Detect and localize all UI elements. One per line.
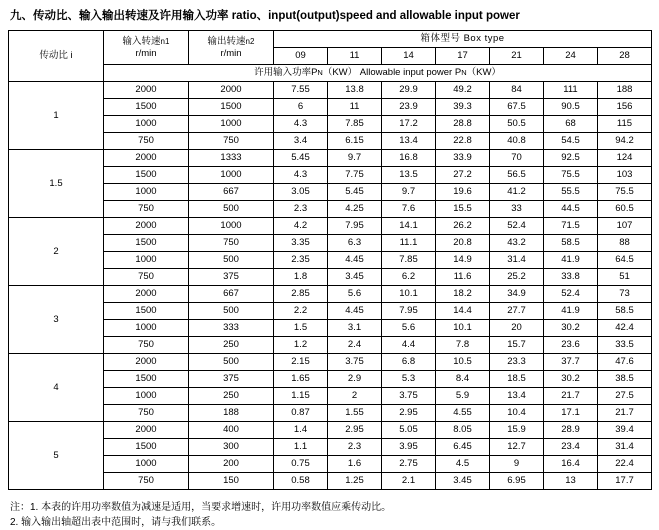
power-cell-11: 2.4 <box>328 337 382 354</box>
power-cell-24: 41.9 <box>544 252 598 269</box>
power-cell-09: 6 <box>274 99 328 116</box>
header-output-speed <box>189 31 274 65</box>
power-cell-24: 23.4 <box>544 439 598 456</box>
power-cell-28: 47.6 <box>598 354 652 371</box>
power-cell-17: 27.2 <box>436 167 490 184</box>
power-cell-24: 111 <box>544 82 598 99</box>
power-cell-24: 37.7 <box>544 354 598 371</box>
power-cell-17: 18.2 <box>436 286 490 303</box>
input-speed-cell: 750 <box>104 133 189 150</box>
power-cell-28: 51 <box>598 269 652 286</box>
power-cell-09: 5.45 <box>274 150 328 167</box>
table-row <box>9 473 652 490</box>
input-speed-cell: 1500 <box>104 167 189 184</box>
ratio-cell: 5 <box>9 422 104 490</box>
power-cell-11: 7.95 <box>328 218 382 235</box>
power-cell-21: 56.5 <box>490 167 544 184</box>
header-input-speed-unit: r/min <box>135 47 157 59</box>
power-cell-09: 1.1 <box>274 439 328 456</box>
table-row <box>9 303 652 320</box>
output-speed-cell: 250 <box>189 337 274 354</box>
header-power-en-sub: N <box>461 68 467 77</box>
power-cell-11: 7.85 <box>328 116 382 133</box>
table-row <box>9 218 652 235</box>
header-power-en-unit: （KW） <box>466 67 501 78</box>
table-row <box>9 116 652 133</box>
power-cell-09: 2.85 <box>274 286 328 303</box>
table-row <box>9 320 652 337</box>
header-box-type: 箱体型号 Box type <box>274 31 652 48</box>
table-row <box>9 337 652 354</box>
table-row <box>9 354 652 371</box>
output-speed-cell: 200 <box>189 456 274 473</box>
power-cell-11: 2 <box>328 388 382 405</box>
header-input-speed-label: 输入转速 <box>122 35 161 47</box>
ratio-cell: 2 <box>9 218 104 286</box>
power-cell-28: 31.4 <box>598 439 652 456</box>
power-cell-11: 2.95 <box>328 422 382 439</box>
power-cell-09: 0.75 <box>274 456 328 473</box>
page-title: 九、传动比、输入输出转速及许用输入功率 ratio、input(output)speed and allowable input power <box>10 10 520 22</box>
header-box-size-17: 17 <box>436 48 490 65</box>
power-cell-21: 67.5 <box>490 99 544 116</box>
power-cell-21: 40.8 <box>490 133 544 150</box>
table-row <box>9 82 652 99</box>
output-speed-cell: 375 <box>189 371 274 388</box>
input-speed-cell: 750 <box>104 201 189 218</box>
power-cell-11: 6.15 <box>328 133 382 150</box>
power-cell-24: 13 <box>544 473 598 490</box>
power-cell-28: 64.5 <box>598 252 652 269</box>
input-speed-cell: 1000 <box>104 252 189 269</box>
power-cell-28: 38.5 <box>598 371 652 388</box>
input-speed-cell: 750 <box>104 269 189 286</box>
power-cell-17: 28.8 <box>436 116 490 133</box>
power-cell-17: 8.05 <box>436 422 490 439</box>
power-cell-24: 23.6 <box>544 337 598 354</box>
input-speed-cell: 1000 <box>104 116 189 133</box>
power-cell-11: 5.45 <box>328 184 382 201</box>
power-cell-09: 4.3 <box>274 116 328 133</box>
power-cell-17: 4.5 <box>436 456 490 473</box>
ratio-cell: 1.5 <box>9 150 104 218</box>
power-cell-09: 3.35 <box>274 235 328 252</box>
table-row <box>9 167 652 184</box>
power-cell-09: 2.15 <box>274 354 328 371</box>
power-cell-17: 33.9 <box>436 150 490 167</box>
power-cell-14: 14.1 <box>382 218 436 235</box>
power-cell-28: 188 <box>598 82 652 99</box>
input-speed-cell: 750 <box>104 405 189 422</box>
table-row <box>9 235 652 252</box>
power-cell-24: 17.1 <box>544 405 598 422</box>
power-cell-24: 30.2 <box>544 371 598 388</box>
power-cell-14: 2.95 <box>382 405 436 422</box>
power-cell-24: 55.5 <box>544 184 598 201</box>
power-cell-14: 7.85 <box>382 252 436 269</box>
power-cell-11: 5.6 <box>328 286 382 303</box>
power-cell-09: 1.5 <box>274 320 328 337</box>
output-speed-cell: 750 <box>189 235 274 252</box>
header-box-size-24: 24 <box>544 48 598 65</box>
power-cell-09: 2.3 <box>274 201 328 218</box>
power-cell-17: 14.4 <box>436 303 490 320</box>
power-cell-11: 9.7 <box>328 150 382 167</box>
power-cell-21: 34.9 <box>490 286 544 303</box>
power-cell-21: 15.9 <box>490 422 544 439</box>
power-cell-17: 4.55 <box>436 405 490 422</box>
power-cell-11: 6.3 <box>328 235 382 252</box>
header-power-cn-sub: N <box>317 68 323 77</box>
power-cell-11: 3.45 <box>328 269 382 286</box>
output-speed-cell: 500 <box>189 201 274 218</box>
table-row <box>9 150 652 167</box>
power-cell-14: 4.4 <box>382 337 436 354</box>
power-cell-21: 41.2 <box>490 184 544 201</box>
power-cell-24: 54.5 <box>544 133 598 150</box>
power-cell-17: 26.2 <box>436 218 490 235</box>
table-row <box>9 371 652 388</box>
input-speed-cell: 2000 <box>104 218 189 235</box>
power-cell-09: 2.35 <box>274 252 328 269</box>
power-cell-14: 2.75 <box>382 456 436 473</box>
header-allowable-power <box>104 65 652 82</box>
input-speed-cell: 2000 <box>104 354 189 371</box>
input-speed-cell: 1000 <box>104 184 189 201</box>
output-speed-cell: 500 <box>189 354 274 371</box>
power-cell-24: 41.9 <box>544 303 598 320</box>
power-cell-14: 3.95 <box>382 439 436 456</box>
notes <box>8 500 651 530</box>
power-cell-09: 1.65 <box>274 371 328 388</box>
output-speed-cell: 500 <box>189 252 274 269</box>
power-cell-28: 33.5 <box>598 337 652 354</box>
power-cell-21: 33 <box>490 201 544 218</box>
power-cell-17: 19.6 <box>436 184 490 201</box>
power-cell-21: 20 <box>490 320 544 337</box>
header-ratio: 传动比 i <box>9 31 104 82</box>
table-row <box>9 269 652 286</box>
table-row <box>9 201 652 218</box>
power-cell-21: 23.3 <box>490 354 544 371</box>
input-speed-cell: 1500 <box>104 99 189 116</box>
header-power-cn-unit: （KW） <box>322 67 358 78</box>
input-speed-cell: 2000 <box>104 422 189 439</box>
ratio-power-table <box>8 30 652 490</box>
power-cell-17: 7.8 <box>436 337 490 354</box>
power-cell-21: 52.4 <box>490 218 544 235</box>
table-row <box>9 388 652 405</box>
table-row <box>9 99 652 116</box>
power-cell-28: 107 <box>598 218 652 235</box>
header-box-size-09: 09 <box>274 48 328 65</box>
power-cell-09: 3.4 <box>274 133 328 150</box>
header-power-cn: 许用输入功率P <box>254 67 318 78</box>
output-speed-cell: 1000 <box>189 116 274 133</box>
input-speed-cell: 1500 <box>104 303 189 320</box>
power-cell-14: 23.9 <box>382 99 436 116</box>
power-cell-17: 10.1 <box>436 320 490 337</box>
header-box-size-28: 28 <box>598 48 652 65</box>
power-cell-09: 1.4 <box>274 422 328 439</box>
ratio-cell: 3 <box>9 286 104 354</box>
power-cell-14: 10.1 <box>382 286 436 303</box>
power-cell-21: 31.4 <box>490 252 544 269</box>
table-row <box>9 456 652 473</box>
power-cell-21: 9 <box>490 456 544 473</box>
power-cell-17: 20.8 <box>436 235 490 252</box>
power-cell-21: 18.5 <box>490 371 544 388</box>
power-cell-24: 92.5 <box>544 150 598 167</box>
header-row-3 <box>9 65 652 82</box>
power-cell-28: 58.5 <box>598 303 652 320</box>
power-cell-11: 11 <box>328 99 382 116</box>
power-cell-21: 50.5 <box>490 116 544 133</box>
power-cell-14: 17.2 <box>382 116 436 133</box>
power-cell-11: 7.75 <box>328 167 382 184</box>
header-box-size-21: 21 <box>490 48 544 65</box>
note-2: 2. 输入输出轴超出表中范围时，请与我们联系。 <box>10 517 222 528</box>
header-row-1 <box>9 31 652 48</box>
output-speed-cell: 2000 <box>189 82 274 99</box>
power-cell-24: 33.8 <box>544 269 598 286</box>
table-row <box>9 184 652 201</box>
power-cell-24: 71.5 <box>544 218 598 235</box>
power-cell-11: 4.45 <box>328 252 382 269</box>
ratio-cell: 4 <box>9 354 104 422</box>
output-speed-cell: 1500 <box>189 99 274 116</box>
header-power-en: Allowable input power P <box>359 67 462 78</box>
power-cell-09: 4.2 <box>274 218 328 235</box>
output-speed-cell: 300 <box>189 439 274 456</box>
output-speed-cell: 667 <box>189 184 274 201</box>
table-row <box>9 439 652 456</box>
power-cell-17: 6.45 <box>436 439 490 456</box>
power-cell-17: 15.5 <box>436 201 490 218</box>
power-cell-28: 27.5 <box>598 388 652 405</box>
power-cell-11: 2.3 <box>328 439 382 456</box>
power-cell-21: 43.2 <box>490 235 544 252</box>
power-cell-09: 1.8 <box>274 269 328 286</box>
input-speed-cell: 1500 <box>104 371 189 388</box>
power-cell-24: 68 <box>544 116 598 133</box>
power-cell-14: 13.4 <box>382 133 436 150</box>
power-cell-11: 1.55 <box>328 405 382 422</box>
power-cell-11: 4.45 <box>328 303 382 320</box>
output-speed-cell: 333 <box>189 320 274 337</box>
power-cell-14: 29.9 <box>382 82 436 99</box>
note-1: 注：1. 本表的许用功率数值为减速是适用，当要求增速时，许用功率数值应乘传动比。 <box>10 502 392 513</box>
output-speed-cell: 250 <box>189 388 274 405</box>
table-row <box>9 286 652 303</box>
input-speed-cell: 1500 <box>104 235 189 252</box>
input-speed-cell: 2000 <box>104 286 189 303</box>
power-cell-24: 21.7 <box>544 388 598 405</box>
power-cell-24: 52.4 <box>544 286 598 303</box>
power-cell-21: 27.7 <box>490 303 544 320</box>
power-cell-09: 2.2 <box>274 303 328 320</box>
power-cell-28: 21.7 <box>598 405 652 422</box>
power-cell-14: 3.75 <box>382 388 436 405</box>
power-cell-21: 12.7 <box>490 439 544 456</box>
power-cell-11: 2.9 <box>328 371 382 388</box>
power-cell-11: 4.25 <box>328 201 382 218</box>
power-cell-28: 88 <box>598 235 652 252</box>
power-cell-14: 7.95 <box>382 303 436 320</box>
ratio-cell: 1 <box>9 82 104 150</box>
power-cell-24: 16.4 <box>544 456 598 473</box>
output-speed-cell: 188 <box>189 405 274 422</box>
power-cell-28: 103 <box>598 167 652 184</box>
power-cell-28: 73 <box>598 286 652 303</box>
table-row <box>9 133 652 150</box>
power-cell-09: 7.55 <box>274 82 328 99</box>
power-cell-28: 60.5 <box>598 201 652 218</box>
power-cell-14: 7.6 <box>382 201 436 218</box>
power-cell-24: 90.5 <box>544 99 598 116</box>
header-output-speed-label: 输出转速 <box>207 35 246 47</box>
power-cell-21: 10.4 <box>490 405 544 422</box>
power-cell-21: 25.2 <box>490 269 544 286</box>
power-cell-28: 124 <box>598 150 652 167</box>
power-cell-14: 6.8 <box>382 354 436 371</box>
power-cell-14: 6.2 <box>382 269 436 286</box>
power-cell-21: 70 <box>490 150 544 167</box>
output-speed-cell: 500 <box>189 303 274 320</box>
power-cell-21: 13.4 <box>490 388 544 405</box>
table-row <box>9 252 652 269</box>
power-cell-17: 49.2 <box>436 82 490 99</box>
table-row <box>9 405 652 422</box>
power-cell-11: 3.1 <box>328 320 382 337</box>
input-speed-cell: 750 <box>104 473 189 490</box>
header-box-size-14: 14 <box>382 48 436 65</box>
input-speed-cell: 1000 <box>104 456 189 473</box>
power-cell-14: 11.1 <box>382 235 436 252</box>
power-cell-28: 94.2 <box>598 133 652 150</box>
power-cell-28: 39.4 <box>598 422 652 439</box>
input-speed-cell: 1500 <box>104 439 189 456</box>
header-box-size-11: 11 <box>328 48 382 65</box>
power-cell-11: 1.25 <box>328 473 382 490</box>
power-cell-09: 0.87 <box>274 405 328 422</box>
output-speed-cell: 150 <box>189 473 274 490</box>
power-cell-24: 30.2 <box>544 320 598 337</box>
power-cell-21: 15.7 <box>490 337 544 354</box>
power-cell-11: 13.8 <box>328 82 382 99</box>
input-speed-cell: 1000 <box>104 320 189 337</box>
power-cell-21: 84 <box>490 82 544 99</box>
power-cell-28: 115 <box>598 116 652 133</box>
header-output-speed-unit: r/min <box>220 47 242 59</box>
output-speed-cell: 400 <box>189 422 274 439</box>
power-cell-09: 0.58 <box>274 473 328 490</box>
power-cell-24: 44.5 <box>544 201 598 218</box>
power-cell-17: 3.45 <box>436 473 490 490</box>
header-output-speed-sub: n2 <box>245 36 255 46</box>
power-cell-14: 16.8 <box>382 150 436 167</box>
power-cell-11: 3.75 <box>328 354 382 371</box>
power-cell-17: 8.4 <box>436 371 490 388</box>
input-speed-cell: 2000 <box>104 82 189 99</box>
header-input-speed <box>104 31 189 65</box>
power-cell-14: 13.5 <box>382 167 436 184</box>
output-speed-cell: 1000 <box>189 218 274 235</box>
output-speed-cell: 667 <box>189 286 274 303</box>
output-speed-cell: 750 <box>189 133 274 150</box>
input-speed-cell: 750 <box>104 337 189 354</box>
power-cell-24: 75.5 <box>544 167 598 184</box>
header-input-speed-sub: n1 <box>160 36 170 46</box>
power-cell-17: 22.8 <box>436 133 490 150</box>
power-cell-28: 42.4 <box>598 320 652 337</box>
power-cell-09: 3.05 <box>274 184 328 201</box>
power-cell-09: 1.15 <box>274 388 328 405</box>
power-cell-24: 28.9 <box>544 422 598 439</box>
input-speed-cell: 2000 <box>104 150 189 167</box>
table-header <box>9 31 652 82</box>
table-row <box>9 422 652 439</box>
power-cell-21: 6.95 <box>490 473 544 490</box>
power-cell-17: 39.3 <box>436 99 490 116</box>
power-cell-14: 2.1 <box>382 473 436 490</box>
table-body <box>9 82 652 490</box>
power-cell-17: 10.5 <box>436 354 490 371</box>
power-cell-24: 58.5 <box>544 235 598 252</box>
power-cell-28: 22.4 <box>598 456 652 473</box>
power-cell-28: 75.5 <box>598 184 652 201</box>
output-speed-cell: 1333 <box>189 150 274 167</box>
output-speed-cell: 375 <box>189 269 274 286</box>
power-cell-14: 5.3 <box>382 371 436 388</box>
output-speed-cell: 1000 <box>189 167 274 184</box>
input-speed-cell: 1000 <box>104 388 189 405</box>
power-cell-11: 1.6 <box>328 456 382 473</box>
power-cell-14: 5.05 <box>382 422 436 439</box>
power-cell-09: 1.2 <box>274 337 328 354</box>
power-cell-14: 5.6 <box>382 320 436 337</box>
power-cell-17: 5.9 <box>436 388 490 405</box>
power-cell-28: 156 <box>598 99 652 116</box>
power-cell-17: 14.9 <box>436 252 490 269</box>
power-cell-28: 17.7 <box>598 473 652 490</box>
power-cell-17: 11.6 <box>436 269 490 286</box>
power-cell-09: 4.3 <box>274 167 328 184</box>
power-cell-14: 9.7 <box>382 184 436 201</box>
